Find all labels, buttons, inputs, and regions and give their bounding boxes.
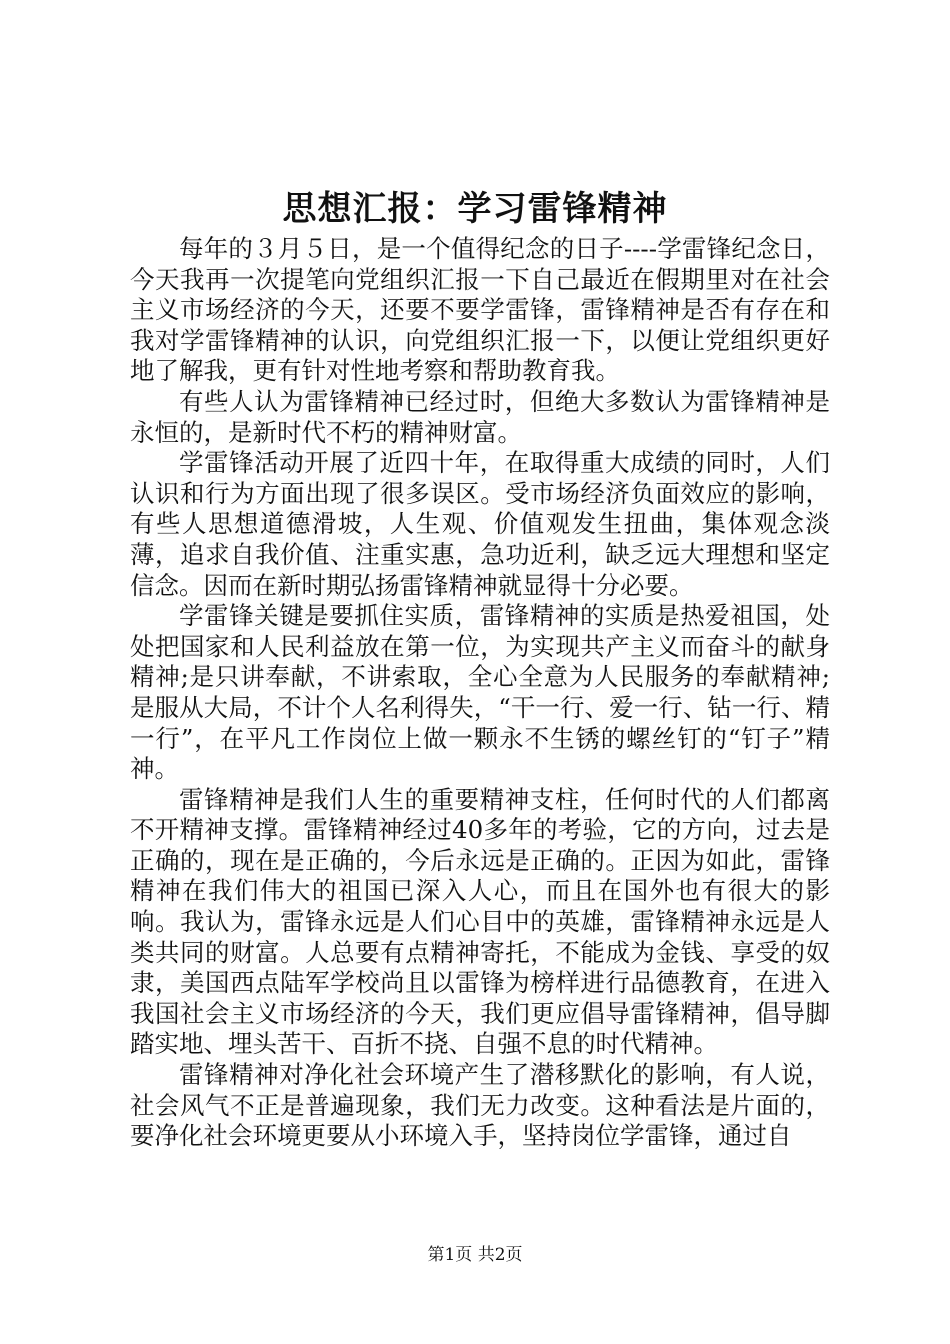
paragraph-2: 有些人认为雷锋精神已经过时，但绝大多数认为雷锋精神是永恒的，是新时代不朽的精神财富。: [130, 386, 830, 447]
document-body: [130, 234, 830, 1152]
paragraph-5: 雷锋精神是我们人生的重要精神支柱，任何时代的人们都离不开精神支撑。雷锋精神经过40多年的考验，它的方向，过去是正确的，现在是正确的，今后永远是正确的。正因为如此，雷锋精神在我们伟大的祖国已深入人心，而且在国外也有很大的影响。我认为，雷锋永远是人们心目中的英雄，雷锋精神永远是人类共同的财富。人总要有点精神寄托，不能成为金钱、享受的奴隶，美国西点陆军学校尚且以雷锋为榜样进行品德教育，在进入我国社会主义市场经济的今天，我们更应倡导雷锋精神，倡导脚踏实地、埋头苦干、百折不挠、自强不息的时代精神。: [130, 784, 830, 1059]
page-number-footer: 第1页 共2页: [427, 1245, 523, 1265]
document-title: 思想汇报：学习雷锋精神: [282, 189, 668, 229]
paragraph-4: 学雷锋关键是要抓住实质，雷锋精神的实质是热爱祖国，处处把国家和人民利益放在第一位，为实现共产主义而奋斗的献身精神;是只讲奉献，不讲索取，全心全意为人民服务的奉献精神;是服从大局，不计个人名利得失，“干一行、爱一行、钻一行、精一行”，在平凡工作岗位上做一颗永不生锈的螺丝钉的“钉子”精神。: [130, 601, 830, 784]
paragraph-1: 每年的３月５日，是一个值得纪念的日子----学雷锋纪念日，今天我再一次提笔向党组织汇报一下自己最近在假期里对在社会主义市场经济的今天，还要不要学雷锋，雷锋精神是否有存在和我对学雷锋精神的认识，向党组织汇报一下，以便让党组织更好地了解我，更有针对性地考察和帮助教育我。: [130, 234, 830, 386]
paragraph-6: 雷锋精神对净化社会环境产生了潜移默化的影响，有人说，社会风气不正是普遍现象，我们无力改变。这种看法是片面的，要净化社会环境更要从小环境入手，坚持岗位学雷锋，通过自: [130, 1060, 830, 1151]
paragraph-3: 学雷锋活动开展了近四十年，在取得重大成绩的同时，人们认识和行为方面出现了很多误区。受市场经济负面效应的影响，有些人思想道德滑坡，人生观、价值观发生扭曲，集体观念淡薄，追求自我价值、注重实惠，急功近利，缺乏远大理想和坚定信念。因而在新时期弘扬雷锋精神就显得十分必要。: [130, 448, 830, 600]
